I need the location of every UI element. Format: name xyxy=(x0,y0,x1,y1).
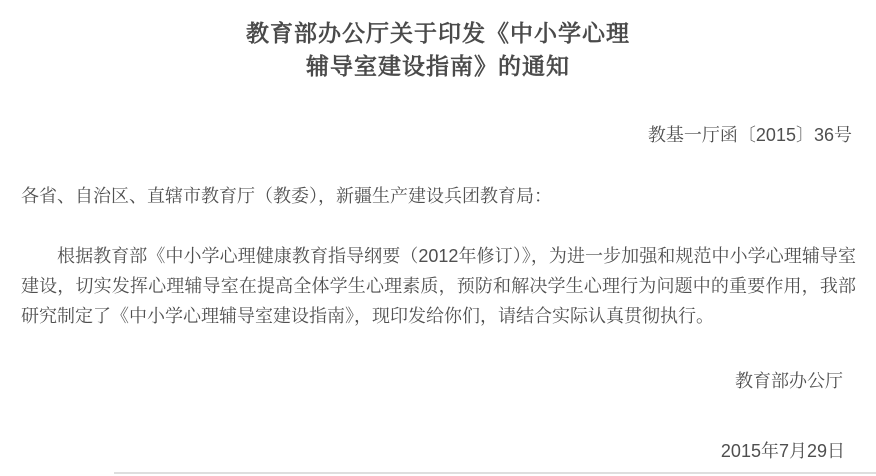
document-title xyxy=(0,0,876,83)
addressee-line: 各省、自治区、直辖市教育厅（教委），新疆生产建设兵团教育局： xyxy=(21,186,552,206)
document-number: 教基一厅函〔2015〕36号 xyxy=(647,125,852,145)
issuing-office-signature: 教育部办公厅 xyxy=(735,371,843,391)
bottom-divider xyxy=(114,472,876,474)
document-date: 2015年7月29日 xyxy=(720,441,845,461)
document-title-line-1: 教育部办公厅关于印发《中小学心理 xyxy=(246,20,630,46)
body-paragraph: 根据教育部《中小学心理健康教育指导纲要（2012年修订）》，为进一步加强和规范中小学心理辅导室建设，切实发挥心理辅导室在提高全体学生心理素质，预防和解决学生心理行为问题中的重要作用，我部研究制定了《中小学心理辅导室建设指南》，现印发给你们，请结合实际认真贯彻执行。 xyxy=(21,246,856,326)
document-title-line-2: 辅导室建设指南》的通知 xyxy=(306,53,570,79)
